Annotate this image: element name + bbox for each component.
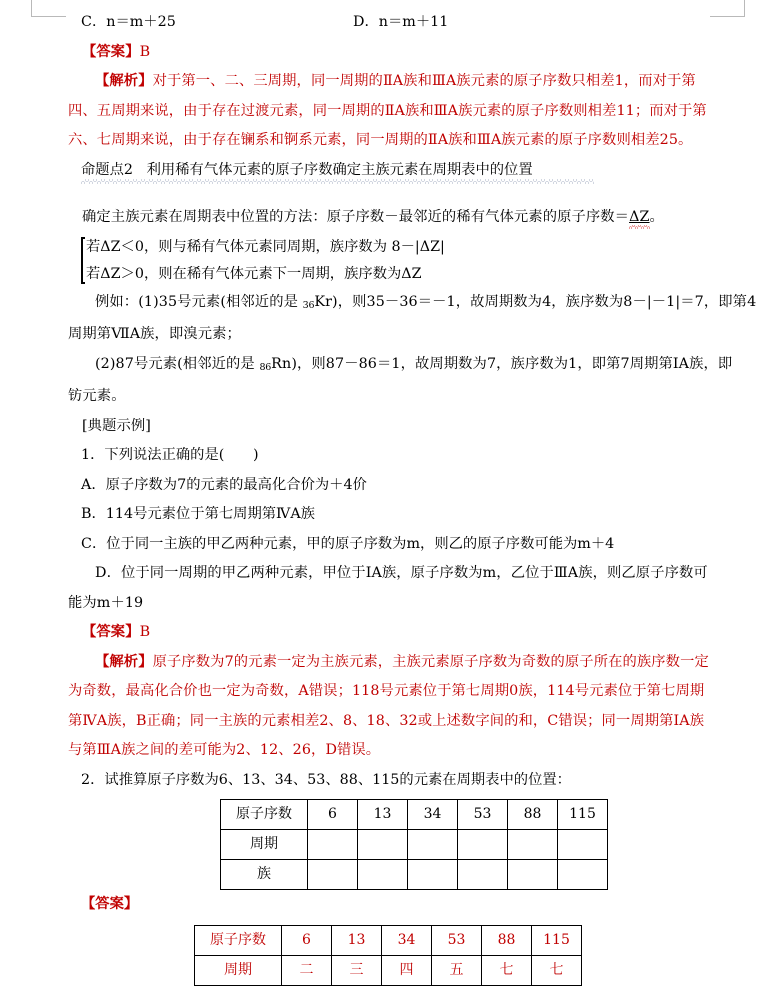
answer-table-r1-c5: 七: [532, 955, 582, 985]
answer-table-r0-c2: 34: [382, 925, 432, 955]
blank-table-r1-c2[interactable]: [408, 830, 458, 860]
blank-table-r1-c4[interactable]: [508, 830, 558, 860]
analysis-text-2: 原子序数为7的元素一定为主族元素，主族元素原子序数为奇数的原子所在的族序数一定为奇数，最高化合价也一定为奇数，A错误；118号元素位于第七周期0族，114号元素位于第七周期第ⅣA族，B正确；同一主族的元素相差2、8、18、32或上述数字间的和，C错误；同一周期第ⅠA族与第ⅢA族之间的差可能为2、12、26，D错误。: [68, 653, 709, 759]
answer-table-r0-c3: 53: [432, 925, 482, 955]
answer-table-r0-c5: 115: [532, 925, 582, 955]
answer-block-2: [68, 618, 716, 648]
answer-tag-1: 【答案】: [82, 43, 140, 60]
example-line-1: [68, 288, 757, 321]
example-line-3: [68, 350, 733, 383]
question-1-option-b: B．114号元素位于第七周期第ⅣA族: [81, 506, 315, 523]
blank-table-r1-c5[interactable]: [558, 830, 608, 860]
blank-table-r2-label: 族: [221, 860, 308, 890]
blank-table: [220, 799, 608, 890]
document-content: [68, 8, 757, 986]
example-line-1a: 例如：(1)35号元素(相邻近的是: [95, 293, 303, 310]
example-line-3b: Rn)，则87－86＝1，故周期数为7，族序数为1，即第7周期第ⅠA族，即: [271, 355, 733, 372]
option-d: D．n＝m＋11: [353, 14, 449, 30]
table-row: [221, 860, 608, 890]
spacer: [68, 185, 716, 203]
method-line: [68, 203, 716, 233]
blank-table-wrap: [68, 795, 716, 890]
analysis-text-1: 对于第一、二、三周期，同一周期的ⅡA族和ⅢA族元素的原子序数只相差1，而对于第四、五周期来说，由于存在过渡元素，同一周期的ⅡA族和ⅢA族元素的原子序数则相差11；而对于第六、七周期来说，由于存在镧系和锕系元素，同一周期的ⅡA族和ⅢA族元素的原子序数则相差25。: [68, 73, 707, 148]
example-section-header: [典题示例]: [82, 417, 151, 434]
method-delta-z-text: ΔZ: [629, 209, 650, 225]
answer-table-r0-c4: 88: [482, 925, 532, 955]
answer-table-r0-c1: 13: [332, 925, 382, 955]
answer-table-r1-c0: 二: [282, 955, 332, 985]
answer-table-r1-c3: 五: [432, 955, 482, 985]
answer-tag-3: 【答案】: [81, 896, 139, 913]
brace-condition-2: 若ΔZ＞0，则在稀有气体元素下一周期，族序数为ΔZ: [86, 265, 422, 282]
example-subscript-36: 36: [302, 299, 315, 311]
table-row: [221, 830, 608, 860]
blank-table-r0-c5: 115: [558, 800, 608, 830]
question-1-option-d: D．位于同一周期的甲乙两种元素，甲位于ⅠA族，原子序数为m，乙位于ⅢA族，则乙原子序数可能为m＋19: [68, 565, 708, 611]
blank-table-r0-c3: 53: [458, 800, 508, 830]
example-subscript-86: 86: [259, 361, 272, 373]
method-text-after: 。: [649, 209, 664, 225]
table-row: [195, 925, 582, 955]
blank-table-r1-c3[interactable]: [458, 830, 508, 860]
answer-table: [194, 925, 582, 986]
blank-table-r2-c0[interactable]: [308, 860, 358, 890]
blank-table-r2-c1[interactable]: [358, 860, 408, 890]
crop-mark-top-left: [31, 0, 66, 17]
answer-table-r0-label: 原子序数: [195, 925, 282, 955]
blank-table-r2-c5[interactable]: [558, 860, 608, 890]
answer-block-1: [68, 38, 716, 68]
question-1-option-c: C．位于同一主族的甲乙两种元素，甲的原子序数为m，则乙的原子序数可能为m＋4: [81, 535, 615, 552]
blank-table-r0-c1: 13: [358, 800, 408, 830]
answer-table-r1-label: 周期: [195, 955, 282, 985]
question-1-option-a: A．原子序数为7的元素的最高化合价为＋4价: [81, 476, 367, 493]
example-line-1b: Kr)，则35－36＝－1，故周期数为4，族序数为8－|－1|＝7，即第4: [314, 293, 757, 310]
answer-table-r0-c0: 6: [282, 925, 332, 955]
method-delta-z: [629, 209, 649, 225]
option-c: C．n＝m＋25: [81, 14, 176, 30]
answer-value-2: B: [139, 624, 151, 641]
blank-table-r1-label: 周期: [221, 830, 308, 860]
answer-table-r1-c2: 四: [382, 955, 432, 985]
blank-table-r2-c4[interactable]: [508, 860, 558, 890]
blank-table-r2-c2[interactable]: [408, 860, 458, 890]
brace-bar-icon: [81, 237, 83, 284]
section-heading-wrap: [68, 156, 588, 186]
blank-table-body: [221, 800, 608, 890]
blank-table-r0-c4: 88: [508, 800, 558, 830]
section-heading-label: 命题点2: [81, 161, 133, 178]
method-text-before: 确定主族元素在周期表中位置的方法：原子序数－最邻近的稀有气体元素的原子序数＝: [82, 209, 630, 225]
analysis-block-1: [68, 67, 716, 156]
analysis-tag-2: 【解析】: [95, 653, 153, 670]
blank-table-r0-c0: 6: [308, 800, 358, 830]
example-line-4: 钫元素。: [68, 388, 126, 405]
answer-table-wrap: [68, 920, 716, 986]
answer-tag-2: 【答案】: [82, 624, 140, 641]
table-row: [195, 955, 582, 985]
section-heading-title: 利用稀有气体元素的原子序数确定主族元素在周期表中的位置: [146, 161, 533, 178]
analysis-tag-1: 【解析】: [95, 73, 153, 89]
analysis-block-2: [68, 648, 716, 766]
blank-table-r1-c0[interactable]: [308, 830, 358, 860]
options-row-cd: [68, 8, 716, 38]
answer-table-r1-c1: 三: [332, 955, 382, 985]
wavy-underline-decoration: [81, 179, 594, 184]
question-2-stem: 2．试推算原子序数为6、13、34、53、88、115的元素在周期表中的位置：: [81, 771, 571, 788]
blank-table-r1-c1[interactable]: [358, 830, 408, 860]
blank-table-r0-label: 原子序数: [221, 800, 308, 830]
blank-table-r2-c3[interactable]: [458, 860, 508, 890]
answer-table-r1-c4: 七: [482, 955, 532, 985]
question-1-stem: 1．下列说法正确的是( ): [81, 447, 259, 464]
spellcheck-wavy-icon: [629, 225, 649, 229]
table-row: [221, 800, 608, 830]
brace-condition-1: 若ΔZ＜0，则与稀有气体元素同周期，族序数为 8－|ΔZ|: [86, 238, 445, 255]
answer-value-1: B: [139, 43, 151, 60]
blank-table-r0-c2: 34: [408, 800, 458, 830]
answer-table-body: [195, 925, 582, 985]
example-line-2: 周期第ⅦA族，即溴元素；: [68, 326, 241, 343]
brace-conditions-block: [68, 234, 716, 288]
example-line-3a: (2)87号元素(相邻近的是: [95, 355, 260, 372]
